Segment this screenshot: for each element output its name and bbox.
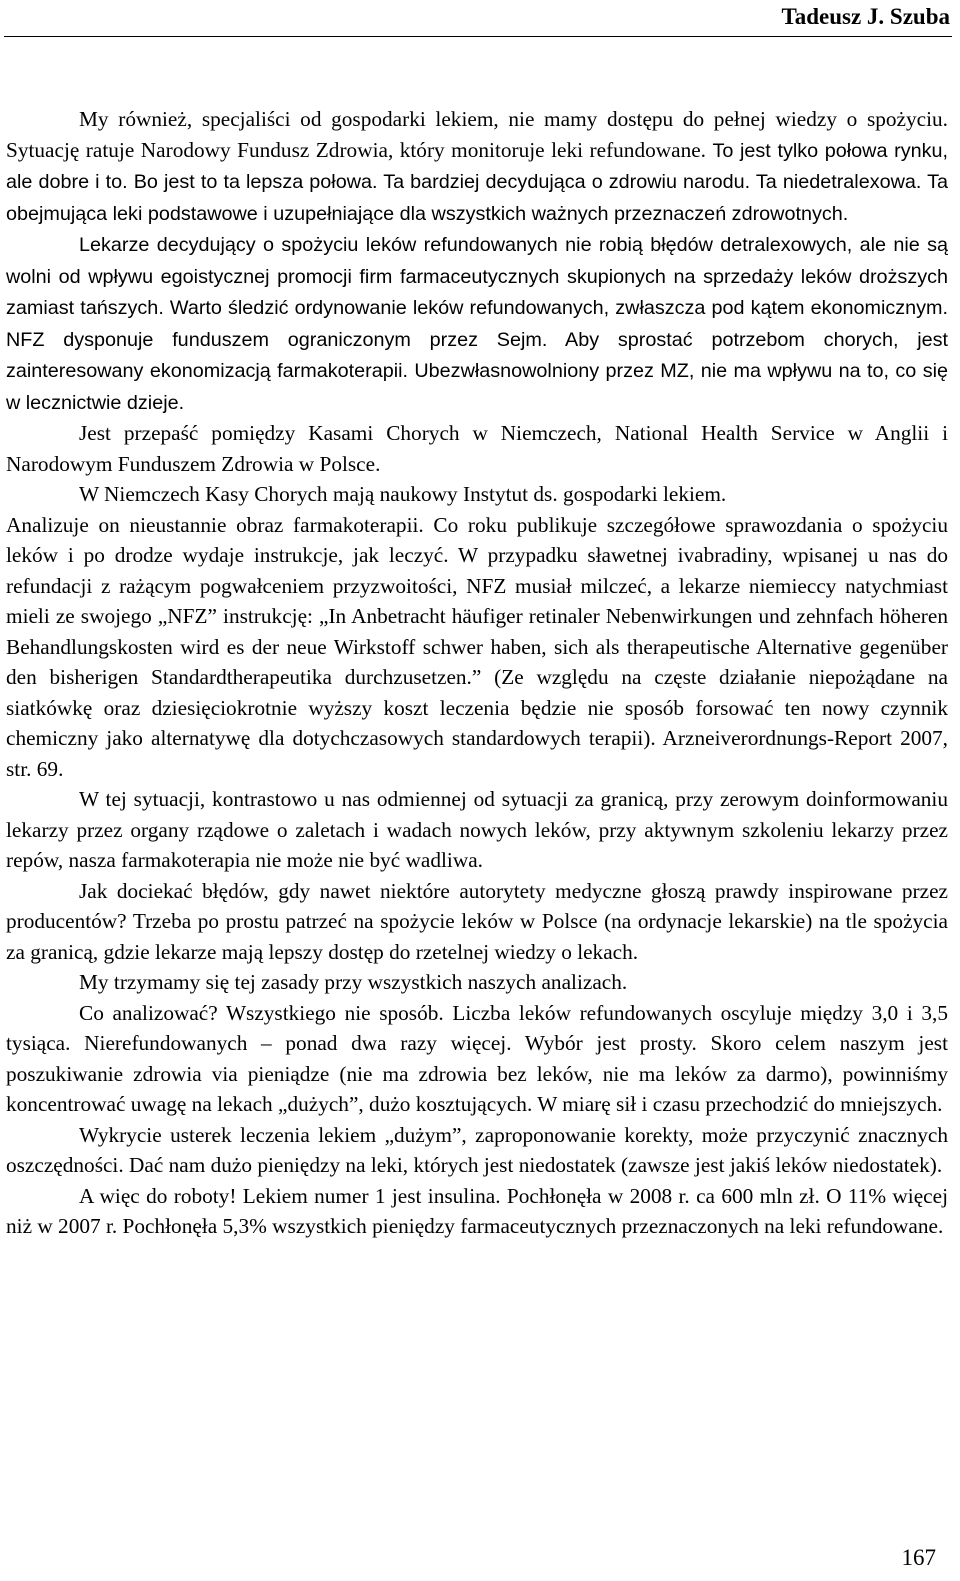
- running-header: [4, 0, 952, 37]
- paragraph: [6, 229, 948, 418]
- paragraph: [6, 967, 948, 998]
- paragraph-text: Co analizować? Wszystkiego nie sposób. Liczba leków refundowanych oscyluje między 3,0 i 3,5 tysiąca. Nierefundowanych – ponad dwa razy więcej. Wybór jest prosty. Skoro celem naszym jest poszukiwanie zdrowia via pieniądze (nie ma zdrowia bez leków, nie ma leków za darmo), powinniśmy koncentrować uwagę na lekach „dużych”, dużo kosztujących. W miarę sił i czasu przechodzić do mniejszych.: [6, 1000, 948, 1116]
- paragraph: [6, 479, 948, 510]
- paragraph-text: W tej sytuacji, kontrastowo u nas odmiennej od sytuacji za granicą, przy zerowym doinformowaniu lekarzy przez organy rządowe o zaletach i wadach nowych leków, przy aktywnym szkoleniu lekarzy przez repów, nasza farmakoterapia nie może nie być wadliwa.: [6, 787, 948, 872]
- paragraph-text-sans: To jest tylko połowa rynku, ale dobre i to. Bo jest to ta lepsza połowa. Ta bardziej decydująca o zdrowiu narodu. Ta niedetralexowa. Ta obejmująca leki podstawowe i uzupełniające dla wszystkich ważnych przeznaczeń zdrowotnych.: [6, 139, 948, 225]
- paragraph: [6, 510, 948, 785]
- paragraph: [6, 998, 948, 1120]
- paragraph-text: Jest przepaść pomiędzy Kasami Chorych w Niemczech, National Health Service w Anglii i Narodowym Funduszem Zdrowia w Polsce.: [6, 421, 948, 476]
- paragraph: [6, 784, 948, 876]
- body-text: [6, 104, 948, 1242]
- page-number: 167: [901, 1545, 936, 1570]
- paragraph-text: Wykrycie usterek leczenia lekiem „dużym”, zaproponowanie korekty, może przyczynić znacznych oszczędności. Dać nam dużo pieniędzy na leki, których jest niedostatek (zawsze jest jakiś leków niedostatek).: [6, 1122, 948, 1177]
- paragraph: [6, 418, 948, 479]
- paragraph-text: A więc do roboty! Lekiem numer 1 jest insulina. Pochłonęła w 2008 r. ca 600 mln zł. O 11% więcej niż w 2007 r. Pochłonęła 5,3% wszystkich pieniędzy farmaceutycznych przeznaczonych na leki refundowane.: [6, 1183, 948, 1238]
- paragraph: [6, 1181, 948, 1242]
- paragraph-text: Analizuje on nieustannie obraz farmakoterapii. Co roku publikuje szczegółowe sprawozdania o spożyciu leków i po drodze wydaje instrukcje, jak leczyć. W przypadku sławetnej ivabradiny, wpisanej u nas do refundacji z rażącym pogwałceniem przyzwoitości, NFZ musiał milczeć, a lekarze niemieccy natychmiast mieli ze swojego „NFZ” instrukcję: „In Anbetracht häufiger retinaler Nebenwirkungen und zehnfach höheren Behandlungskosten wird es der neue Wirkstoff schwer haben, sich als therapeutische Alternative gegenüber den bisherigen Standardtherapeutika durchzusetzen.” (Ze względu na częste działanie niepożądane na siatkówkę oraz dziesięciokrotnie wyższy koszt leczenia będzie nie sposób forsować ten nowy czynnik chemiczny jako alternatywę dla dotychczasowych standardowych terapii). Arzneiverordnungs-Report 2007, str. 69.: [6, 512, 948, 781]
- paragraph-text: W Niemczech Kasy Chorych mają naukowy Instytut ds. gospodarki lekiem.: [79, 482, 727, 506]
- paragraph: [6, 104, 948, 229]
- paragraph: [6, 1120, 948, 1181]
- paragraph-text: Jak dociekać błędów, gdy nawet niektóre autorytety medyczne głoszą prawdy inspirowane przez producentów? Trzeba po prostu patrzeć na spożycie leków w Polsce (na ordynacje lekarskie) na tle spożycia za granicą, gdzie lekarze mają lepszy dostęp do rzetelnej wiedzy o lekach.: [6, 878, 948, 964]
- paragraph: [6, 876, 948, 968]
- paragraph-text: My również, specjaliści od gospodarki lekiem, nie mamy dostępu do pełnej wiedzy o spożyciu. Sytuację ratuje Narodowy Fundusz Zdrowia, który monitoruje leki refundowane.: [6, 107, 948, 162]
- paragraph-text-sans: Lekarze decydujący o spożyciu leków refundowanych nie robią błędów detralexowych, ale nie są wolni od wpływu egoistycznej promocji firm farmaceutycznych skupionych na sprzedaży leków droższych zamiast tańszych. Warto śledzić ordynowanie leków refundowanych, zwłaszcza pod kątem ekonomicznym. NFZ dysponuje funduszem ograniczonym przez Sejm. Aby sprostać potrzebom chorych, jest zainteresowany ekonomizacją farmakoterapii. Ubezwłasnowolniony przez MZ, nie ma wpływu na to, co się w lecznictwie dzieje.: [6, 234, 948, 414]
- paragraph-text: My trzymamy się tej zasady przy wszystkich naszych analizach.: [79, 970, 628, 994]
- header-author: Tadeusz J. Szuba: [781, 4, 950, 29]
